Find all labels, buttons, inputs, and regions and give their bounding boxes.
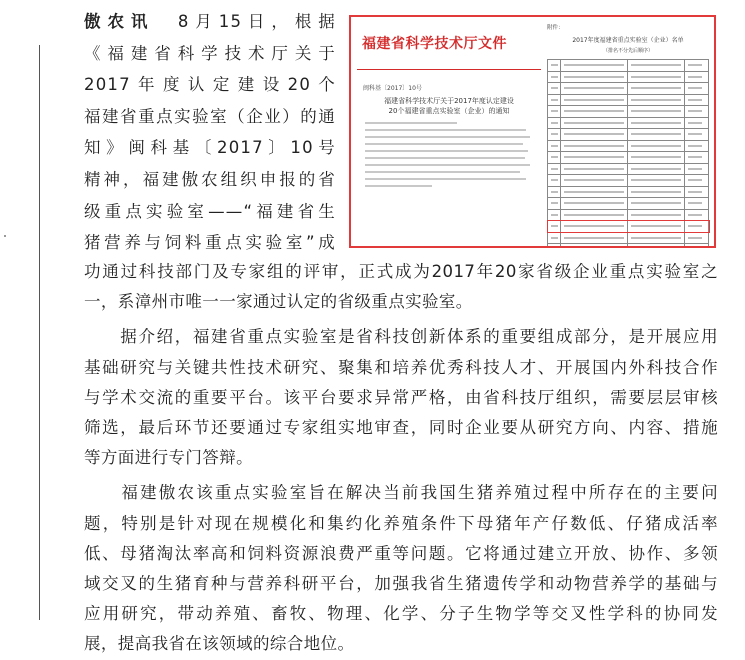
body-line: 一，系漳州市唯一一家通过认定的省级重点实验室。 — [84, 292, 473, 312]
intro-line: 福建省重点实验室（企业）的通 — [84, 106, 336, 126]
body-line: 筛选，最后环节还要通过专家组实地审查，同时企业要从研究方向、内容、措施 — [84, 418, 718, 438]
table-row — [548, 60, 709, 72]
attachment-label: 附件： — [547, 25, 564, 31]
article-body — [84, 257, 718, 660]
highlighted-table-row — [548, 221, 709, 233]
document-header-title: 福建省科学技术厅文件 — [362, 36, 507, 52]
body-line: 福建傲农该重点实验室旨在解决当前我国生猪养殖过程中所存在的主要问 — [84, 483, 718, 503]
intro-line: 知》闽科基〔2017〕10号 — [84, 138, 336, 158]
body-line: 基础研究与关键共性技术研究、聚集和培养优秀科技人才、开展国内外科技合作 — [84, 357, 718, 377]
lead-tag: 傲农讯 — [84, 12, 155, 31]
table-row — [548, 140, 709, 152]
table-row — [548, 94, 709, 106]
notice-document-image — [349, 15, 716, 248]
document-number: 闽科基〔2017〕10号 — [363, 85, 422, 92]
body-line: 与学术交流的重要平台。该平台要求异常严格，由省科技厅组织，需要层层审核 — [84, 387, 718, 407]
notice-title-line: 20个福建省重点实验室（企业）的通知 — [388, 107, 510, 115]
table-row — [548, 129, 709, 141]
attachment-list — [545, 21, 711, 243]
notice-cover — [357, 21, 541, 243]
left-margin-rule — [39, 45, 40, 620]
body-line: 域交叉的生猪育种与营养科研平台，加强我省生猪遗传学和动物营养学的基础与 — [84, 574, 718, 594]
table-row — [548, 83, 709, 95]
list-subtitle: （排名不分先后顺序） — [602, 48, 653, 54]
table-row — [548, 209, 709, 221]
table-row — [548, 175, 709, 187]
body-line: 题，特别是针对现在规模化和集约化养殖条件下母猪年产仔数低、仔猪成活率 — [84, 513, 718, 533]
intro-line: 精神，福建傲农组织申报的省 — [84, 169, 336, 189]
intro-line — [84, 6, 336, 38]
table-row — [548, 152, 709, 164]
intro-line: 猪营养与饲料重点实验室”成 — [84, 233, 336, 253]
red-divider — [357, 69, 541, 70]
body-line: 应用研究，带动养殖、畜牧、物理、化学、分子生物学等交叉性学科的协同发 — [84, 604, 718, 624]
margin-mark — [4, 235, 6, 237]
list-title: 2017年度福建省重点实验室（企业）名单 — [572, 37, 684, 44]
body-line: 低、母猪淘汰率高和饲料资源浪费严重等问题。它将通过建立开放、协作、多领 — [84, 543, 718, 563]
table-row — [548, 71, 709, 83]
table-row — [548, 163, 709, 175]
table-row — [548, 198, 709, 210]
notice-title — [357, 96, 541, 116]
table-row — [548, 106, 709, 118]
intro-line-text: 8月15日，根据 — [154, 12, 336, 31]
table-row — [548, 117, 709, 129]
table-row — [548, 186, 709, 198]
table-row — [548, 244, 709, 249]
body-line: 等方面进行专门答辩。 — [84, 448, 253, 468]
intro-line: 2017年度认定建设20个 — [84, 75, 336, 95]
lab-list-table — [547, 59, 709, 248]
body-line: 据介绍，福建省重点实验室是省科技创新体系的重要组成部分，是开展应用 — [84, 327, 718, 347]
notice-title-line: 福建省科学技术厅关于2017年度认定建设 — [384, 97, 514, 105]
article-intro — [84, 6, 336, 259]
body-line: 功通过科技部门及专家组的评审，正式成为2017年20家省级企业重点实验室之 — [84, 262, 718, 281]
table-row — [548, 232, 709, 244]
intro-line: 《福建省科学技术厅关于 — [84, 43, 336, 63]
intro-line: 级重点实验室——“福建省生 — [84, 201, 336, 221]
body-line: 展，提高我省在该领域的综合地位。 — [84, 634, 355, 654]
notice-body-placeholder — [365, 122, 533, 187]
